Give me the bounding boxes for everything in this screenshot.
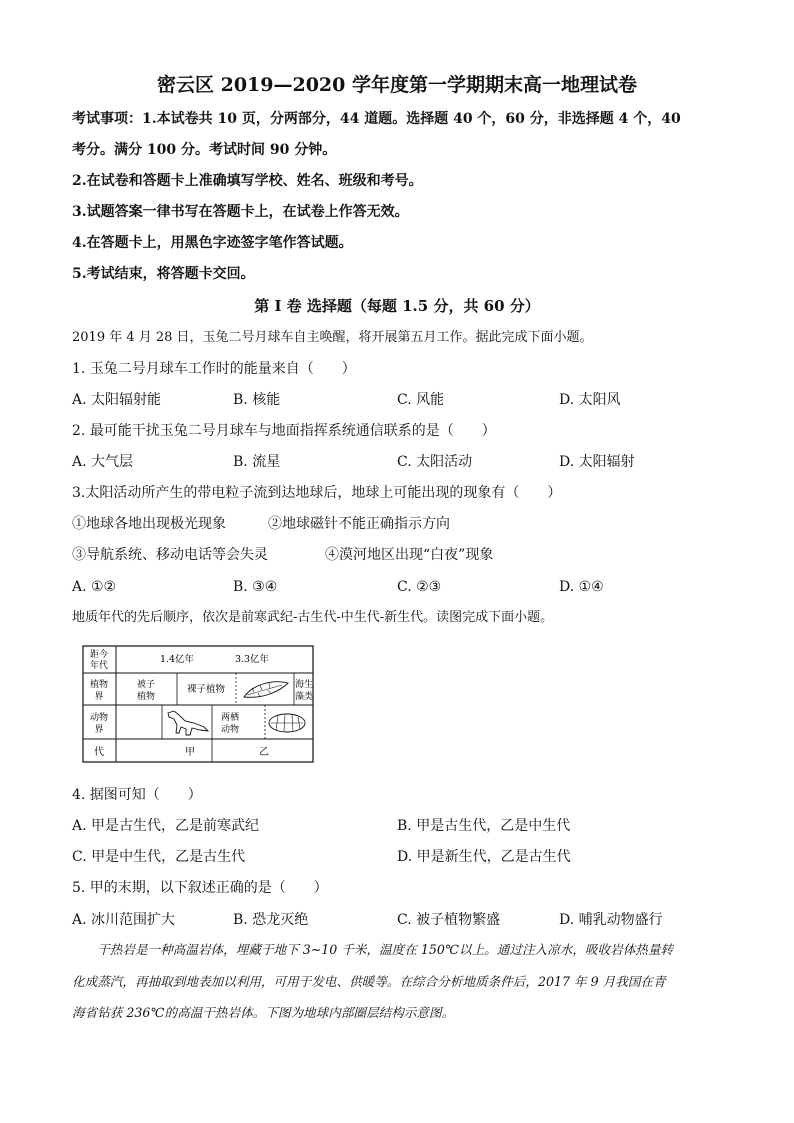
section-title: 第 I 卷 选择题（每题 1.5 分，共 60 分） <box>254 297 540 315</box>
q2-option-a[interactable]: A. 大气层 <box>72 454 134 470</box>
exam-note-5: 5.考试结束，将答题卡交回。 <box>72 266 255 282</box>
svg-text:动物: 动物 <box>220 725 240 735</box>
q5-option-c[interactable]: C. 被子植物繁盛 <box>397 912 501 928</box>
time-label-2: 3.3亿年 <box>234 654 270 665</box>
era-jia: 甲 <box>185 747 195 758</box>
time-label-1: 1.4亿年 <box>159 654 195 665</box>
q5-stem: 5. 甲的末期，以下叙述正确的是（ ） <box>72 880 328 896</box>
q5-option-d[interactable]: D. 哺乳动物盛行 <box>559 912 663 928</box>
plant-gymnosperm-label: 裸子植物 <box>186 684 226 695</box>
svg-text:植物: 植物 <box>89 680 109 690</box>
era-yi: 乙 <box>259 747 269 758</box>
svg-text:动物: 动物 <box>89 713 109 723</box>
fern-leaf-icon <box>244 682 288 698</box>
svg-text:植物: 植物 <box>136 692 156 702</box>
svg-text:界: 界 <box>94 725 104 735</box>
row-head-era: 代 <box>94 747 104 758</box>
q4-option-a[interactable]: A. 甲是古生代，乙是前寒武纪 <box>72 818 260 834</box>
row-head-plants <box>90 678 108 702</box>
q2-stem: 2. 最可能干扰玉兔二号月球车与地面指挥系统通信联系的是（ ） <box>72 423 496 439</box>
page-title: 密云区 2019—2020 学年度第一学期期末高一地理试卷 <box>157 74 637 96</box>
q1-stem: 1. 玉兔二号月球车工作时的能量来自（ ） <box>72 361 356 377</box>
q3-option-a[interactable]: A. ①② <box>72 579 117 595</box>
passage-line-3: 海省钻获 236℃的高温干热岩体。下图为地球内部圈层结构示意图。 <box>72 1005 455 1020</box>
row-head-time-l1: 距今 <box>89 650 109 660</box>
exam-note-3: 3.试题答案一律书写在答题卡上，在试卷上作答无效。 <box>72 204 409 220</box>
svg-text:藻类: 藻类 <box>294 692 314 702</box>
animal-amphibian-label <box>221 711 239 735</box>
dinosaur-icon <box>168 711 208 735</box>
q3-item-2: ②地球磁针不能正确指示方向 <box>268 516 450 532</box>
q5-option-a[interactable]: A. 冰川范围扩大 <box>72 912 176 928</box>
row-head-animals <box>90 711 108 735</box>
q2-option-d[interactable]: D. 太阳辐射 <box>559 454 635 470</box>
intro-geologic-time: 地质年代的先后顺序，依次是前寒武纪-古生代-中生代-新生代。读图完成下面小题。 <box>72 610 554 625</box>
q3-option-b[interactable]: B. ③④ <box>233 579 278 595</box>
exam-note-1: 考试事项：1.本试卷共 10 页，分两部分，44 道题。选择题 40 个，60 分，非选择题 4 个，40 <box>72 111 681 127</box>
q4-stem: 4. 据图可知（ ） <box>72 787 202 803</box>
q3-item-1: ①地球各地出现极光现象 <box>72 516 226 532</box>
q1-option-c[interactable]: C. 风能 <box>397 392 445 408</box>
passage-line-2: 化成蒸汽，再抽取到地表加以利用，可用于发电、供暖等。在综合分析地质条件后，2017 年 9 月我国在青 <box>72 974 666 989</box>
q3-item-3: ③导航系统、移动电话等会失灵 <box>72 547 268 563</box>
svg-text:界: 界 <box>94 692 104 702</box>
q2-option-c[interactable]: C. 太阳活动 <box>397 454 473 470</box>
trilobite-icon <box>269 714 305 732</box>
exam-note-2: 2.在试卷和答题卡上准确填写学校、姓名、班级和考号。 <box>72 173 423 189</box>
q3-item-4: ④漠河地区出现“白夜”现象 <box>325 547 494 563</box>
svg-text:被子: 被子 <box>136 680 156 690</box>
row-head-time <box>90 648 108 671</box>
q4-option-b[interactable]: B. 甲是古生代，乙是中生代 <box>397 818 571 834</box>
plant-seaweed-label <box>295 678 313 702</box>
q1-option-d[interactable]: D. 太阳风 <box>559 392 621 408</box>
q2-option-b[interactable]: B. 流星 <box>233 454 281 470</box>
q3-stem: 3.太阳活动所产生的带电粒子流到达地球后，地球上可能出现的现象有（ ） <box>72 485 562 501</box>
plant-angiosperm-label <box>137 678 155 702</box>
row-head-time-l2: 年代 <box>89 661 109 671</box>
q1-option-b[interactable]: B. 核能 <box>233 392 281 408</box>
exam-note-4: 4.在答题卡上，用黑色字迹签字笔作答试题。 <box>72 235 353 251</box>
svg-text:两栖: 两栖 <box>220 713 240 723</box>
q3-option-c[interactable]: C. ②③ <box>397 579 442 595</box>
q4-option-d[interactable]: D. 甲是新生代，乙是古生代 <box>397 849 571 865</box>
passage-line-1: 干热岩是一种高温岩体，埋藏于地下 3~10 千米，温度在 150℃以上。通过注入凉水，吸收岩体热量转 <box>72 942 674 957</box>
q4-option-c[interactable]: C. 甲是中生代，乙是古生代 <box>72 849 246 865</box>
svg-text:海生: 海生 <box>294 680 314 690</box>
q1-option-a[interactable]: A. 太阳辐射能 <box>72 392 162 408</box>
intro-yutu: 2019 年 4 月 28 日，玉兔二号月球车自主唤醒，将开展第五月工作。据此完成下面小题。 <box>72 330 593 345</box>
q3-option-d[interactable]: D. ①④ <box>559 579 604 595</box>
q5-option-b[interactable]: B. 恐龙灭绝 <box>233 912 309 928</box>
geologic-time-figure <box>82 645 314 763</box>
exam-note-1-cont: 考分。满分 100 分。考试时间 90 分钟。 <box>72 142 337 158</box>
